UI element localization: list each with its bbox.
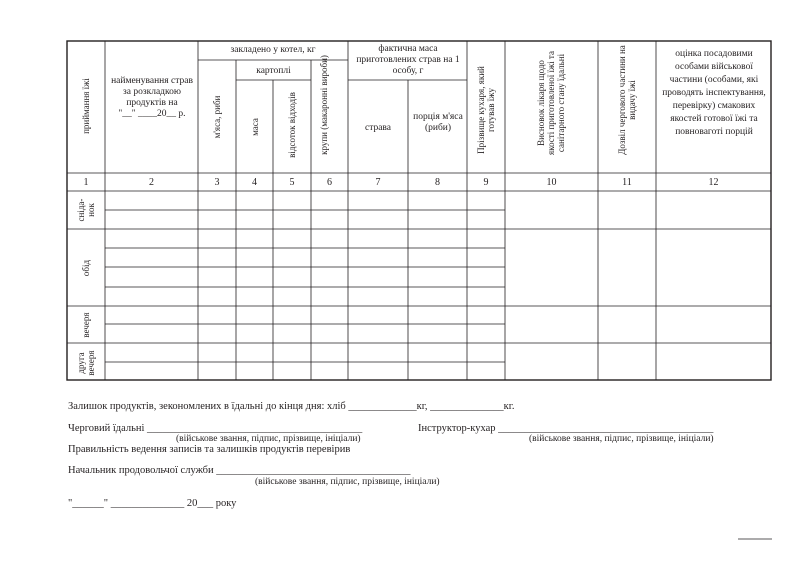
meal-breakfast — [76, 180, 96, 240]
col-number-4: 4 — [252, 177, 257, 188]
meal-breakfast-line1: сніда- — [76, 198, 86, 222]
duty-officer-caption: (військове звання, підпис, прізвище, ініціали) — [176, 434, 361, 444]
duty-officer-line: Черговий їдальні _________________________________________ — [68, 423, 363, 434]
col-number-2: 2 — [149, 177, 154, 188]
remainder-line: Залишок продуктів, зекономлених в їдальні до кінця дня: хліб _____________кг, ______________кг. — [68, 401, 515, 412]
header-cook-name: Прізвище кухаря, який готував їжу — [476, 66, 496, 154]
header-meat-portion: порція м'яса (риби) — [413, 112, 463, 133]
col-number-5: 5 — [289, 177, 295, 188]
col-number-3: 3 — [214, 177, 220, 188]
food-chief-caption: (військове звання, підпис, прізвище, ініціали) — [255, 477, 440, 487]
col-number-1: 1 — [83, 177, 89, 188]
header-dish-names — [108, 76, 196, 120]
header-duty-permission: Дозвіл чергового частини на видачу їжі — [617, 45, 637, 155]
col-number-7: 7 — [375, 177, 381, 188]
header-meat-fish: м'яса, риби — [212, 95, 222, 139]
header-group-kettle: закладено у котел, кг — [230, 45, 316, 55]
food-chief-line: Начальник продовольчої служби _____________________________________ — [68, 465, 411, 476]
header-dish-date: "__" ____20__ р. — [118, 109, 186, 119]
col-number-8: 8 — [435, 177, 440, 188]
meal-second-dinner-line2: вечеря — [86, 350, 96, 376]
header-meal-time: приймання їжі — [81, 78, 91, 134]
header-doctor-conclusion: Висновок лікаря щодо якості приготовленої їжі та санітарного стану їдальні — [536, 51, 566, 155]
meal-breakfast-line2: нок — [86, 203, 96, 217]
col-number-12: 12 — [708, 177, 719, 188]
date-line: "______" ______________ 20___ року — [68, 498, 237, 509]
col-number-6: 6 — [327, 177, 332, 188]
header-dish-names-text: найменування страв за розкладкою продуктів на — [111, 76, 193, 108]
header-dish: страва — [364, 123, 392, 133]
meal-second-dinner-line1: друга — [76, 352, 86, 374]
header-potato-waste: відсоток відходів — [287, 92, 297, 158]
col-number-9: 9 — [483, 177, 489, 188]
col-number-11: 11 — [622, 177, 632, 188]
header-cereals: крупи (макаронні вироби) — [319, 55, 329, 155]
instructor-caption: (військове звання, підпис, прізвище, ініціали) — [529, 434, 714, 444]
meal-dinner: вечеря — [81, 312, 91, 338]
header-taste-evaluation: оцінка посадовими особами військової частини (особами, які проводять інспектування, перевірку) смакових якостей готової їжі та повноваготі порцій — [662, 49, 766, 137]
col-number-10: 10 — [546, 177, 557, 188]
header-potato-mass: маса — [250, 118, 260, 136]
header-group-actual-mass: фактична маса приготовлених страв на 1 особу, г — [356, 44, 460, 76]
meal-lunch: обід — [81, 259, 91, 277]
meal-second-dinner — [76, 333, 96, 393]
checked-line: Правильність ведення записів та залишків продуктів перевірив — [68, 444, 351, 455]
instructor-line: Інструктор-кухар _________________________________________ — [418, 423, 714, 434]
header-group-potato: картоплі — [256, 66, 291, 76]
